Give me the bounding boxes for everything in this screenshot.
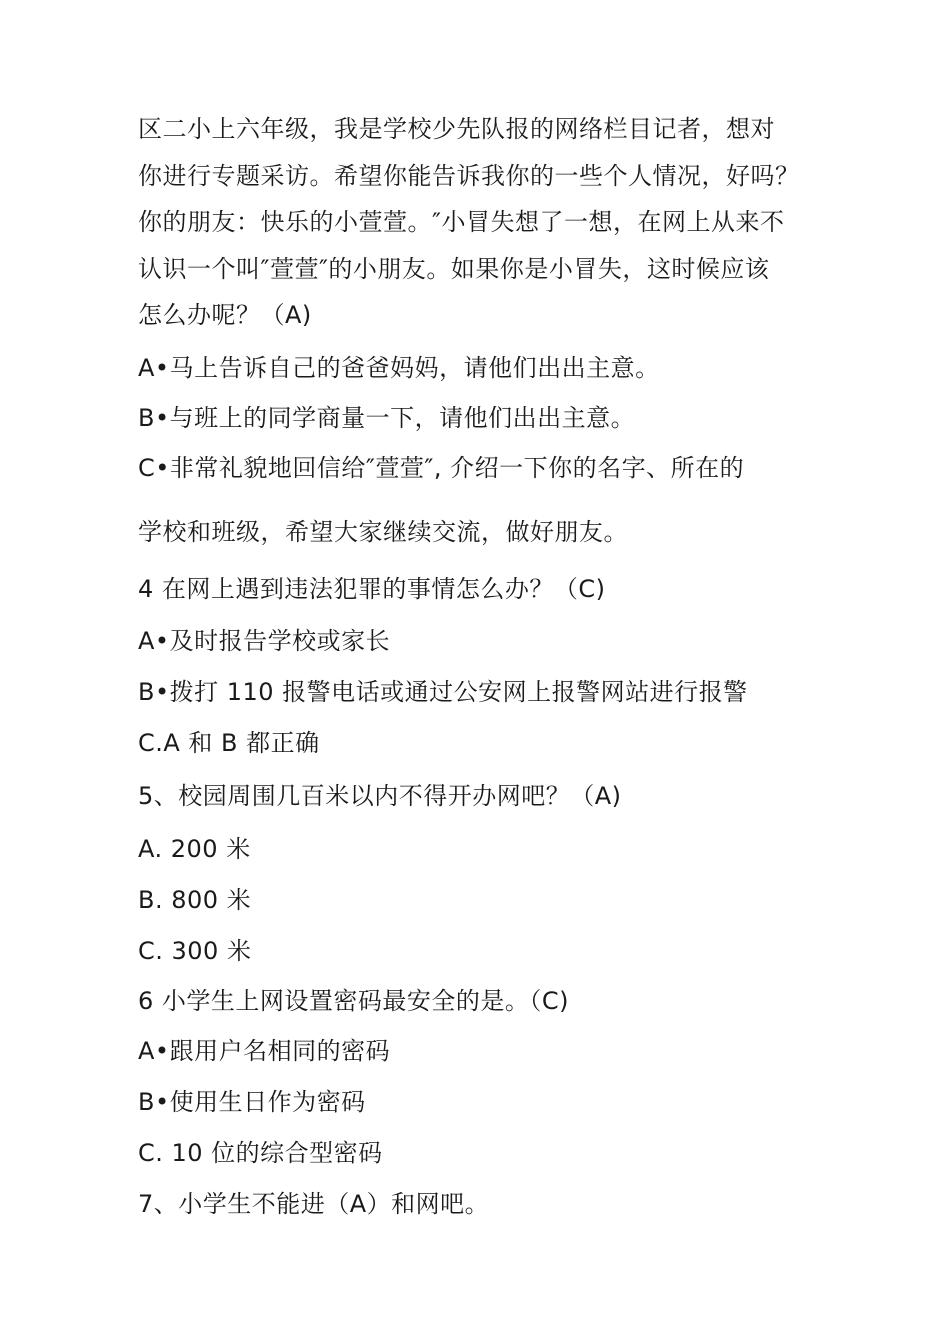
question-5-stem: 5、校园周围几百米以内不得开办网吧？（A): [138, 782, 622, 810]
question-5-option-a: A. 200 米: [138, 835, 251, 863]
question-3-stem: [138, 106, 818, 339]
question-6-option-a: A•跟用户名相同的密码: [138, 1037, 391, 1065]
question-3-stem-line: 区二小上六年级，我是学校少先队报的网络栏目记者，想对: [138, 115, 775, 143]
question-4-option-b: B•拨打 110 报警电话或通过公安网上报警网站进行报警: [138, 678, 748, 706]
question-3-option-c-continuation: 学校和班级，希望大家继续交流，做好朋友。: [138, 518, 628, 546]
question-4-option-c: C.A 和 B 都正确: [138, 729, 320, 757]
question-4-option-a: A•及时报告学校或家长: [138, 627, 391, 655]
question-3-option-b: B•与班上的同学商量一下，请他们出出主意。: [138, 404, 636, 432]
question-3-option-c: C•非常礼貌地回信给″萱萱″, 介绍一下你的名字、所在的: [138, 454, 745, 482]
question-3-stem-line: 你进行专题采访。希望你能告诉我你的一些个人情况，好吗？: [138, 161, 800, 190]
question-4-stem: 4 在网上遇到违法犯罪的事情怎么办？（C): [138, 575, 606, 603]
question-3-option-a: A•马上告诉自己的爸爸妈妈，请他们出出主意。: [138, 354, 660, 382]
question-7-stem: 7、小学生不能进（A）和网吧。: [138, 1190, 490, 1218]
question-3-stem-line: 怎么办呢？（A): [138, 301, 312, 329]
question-3-stem-line: 你的朋友：快乐的小萱萱。″小冒失想了一想，在网上从来不: [138, 208, 785, 236]
question-6-stem: 6 小学生上网设置密码最安全的是。（C): [138, 987, 570, 1015]
question-5-option-b: B. 800 米: [138, 886, 252, 914]
question-3-stem-line: 认识一个叫″萱萱″的小朋友。如果你是小冒失，这时候应该: [138, 254, 770, 283]
question-6-option-b: B•使用生日作为密码: [138, 1088, 366, 1116]
question-5-option-c: C. 300 米: [138, 937, 252, 965]
question-6-option-c: C. 10 位的综合型密码: [138, 1139, 383, 1167]
